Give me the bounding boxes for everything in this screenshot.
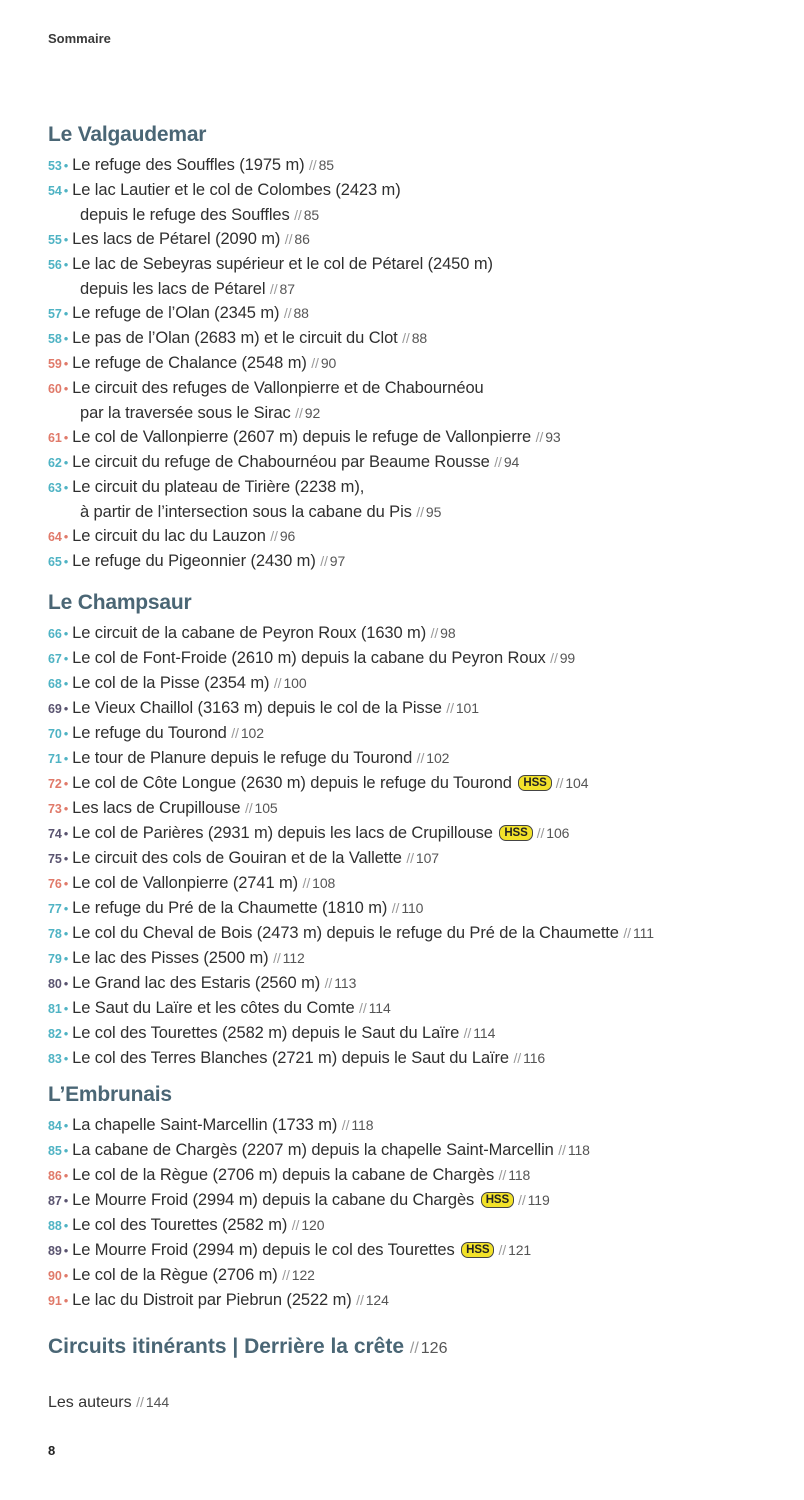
bullet-icon: •	[63, 381, 69, 396]
bullet-icon: •	[63, 257, 69, 272]
entry-number: 55	[48, 233, 62, 247]
entry-number: 75	[48, 852, 62, 866]
section-title: Le Champsaur	[48, 591, 192, 614]
entry-title: Le circuit de la cabane de Peyron Roux (1630 m)	[72, 624, 427, 642]
page-ref: // 122	[282, 1267, 315, 1283]
toc-entry[interactable]	[48, 301, 561, 326]
bullet-icon: •	[63, 430, 69, 445]
toc-entry[interactable]	[48, 621, 654, 646]
page-ref: // 88	[402, 330, 428, 346]
toc-entry[interactable]	[48, 227, 561, 252]
entry-number: 71	[48, 752, 62, 766]
entry-title: Le col de Vallonpierre (2741 m)	[72, 874, 299, 892]
entry-title: Le Mourre Froid (2994 m) depuis la cabane du Chargès	[72, 1191, 475, 1209]
page-ref: // 90	[311, 355, 337, 371]
toc-entry[interactable]	[48, 796, 654, 821]
page-ref: // 104	[555, 775, 589, 791]
toc-entry[interactable]	[48, 153, 561, 178]
entry-number: 83	[48, 1052, 62, 1066]
entry-title: Le circuit du refuge de Chabournéou par Beaume Rousse	[72, 453, 490, 471]
bullet-icon: •	[63, 232, 69, 247]
entry-title: Le col de Parières (2931 m) depuis les lacs de Crupillouse	[72, 824, 493, 842]
toc-entry[interactable]	[48, 1288, 590, 1313]
toc-entry[interactable]	[48, 425, 561, 450]
entry-title: Le Vieux Chaillol (3163 m) depuis le col de la Pisse	[72, 699, 442, 717]
toc-entry[interactable]	[48, 475, 561, 500]
entry-title: Le Grand lac des Estaris (2560 m)	[72, 974, 321, 992]
entry-title: Le col du Cheval de Bois (2473 m) depuis le refuge du Pré de la Chaumette	[72, 924, 619, 942]
toc-section	[48, 590, 654, 1071]
entry-number: 67	[48, 652, 62, 666]
bullet-icon: •	[63, 1143, 69, 1158]
page-ref: // 107	[406, 850, 439, 866]
bullet-icon: •	[63, 676, 69, 691]
entry-number: 88	[48, 1219, 62, 1233]
final-section-title[interactable]	[48, 1335, 447, 1359]
entry-number: 62	[48, 456, 62, 470]
entry-title: Le refuge des Souffles (1975 m)	[72, 156, 305, 174]
toc-entry[interactable]	[48, 921, 654, 946]
toc-entry[interactable]	[48, 771, 654, 796]
page-header-title: Sommaire	[48, 31, 111, 46]
entry-number: 56	[48, 258, 62, 272]
toc-entry[interactable]	[48, 1188, 590, 1213]
entry-title: Le refuge du Pré de la Chaumette (1810 m)	[72, 899, 388, 917]
bullet-icon: •	[63, 554, 69, 569]
entry-number: 69	[48, 702, 62, 716]
bullet-icon: •	[63, 926, 69, 941]
bullet-icon: •	[63, 826, 69, 841]
bullet-icon: •	[63, 1168, 69, 1183]
toc-entry-continuation[interactable]	[48, 277, 561, 301]
toc-entry[interactable]	[48, 1138, 590, 1163]
entry-title: Le refuge de Chalance (2548 m)	[72, 354, 307, 372]
entry-number: 70	[48, 727, 62, 741]
bullet-icon: •	[63, 626, 69, 641]
bullet-icon: •	[63, 701, 69, 716]
entry-number: 74	[48, 827, 62, 841]
page-ref: // 126	[409, 1340, 448, 1357]
bullet-icon: •	[63, 529, 69, 544]
bullet-icon: •	[63, 876, 69, 891]
toc-entry[interactable]	[48, 1046, 654, 1071]
toc-entry-continuation[interactable]	[48, 500, 561, 524]
entry-number: 65	[48, 555, 62, 569]
entry-title: Le col de Vallonpierre (2607 m) depuis le refuge de Vallonpierre	[72, 428, 532, 446]
entry-title: Le col des Tourettes (2582 m) depuis le Saut du Laïre	[72, 1024, 460, 1042]
page-ref: // 118	[498, 1167, 531, 1183]
page-ref: // 116	[513, 1050, 546, 1066]
bullet-icon: •	[63, 901, 69, 916]
toc-entry[interactable]	[48, 696, 654, 721]
hss-badge: HSS	[481, 1192, 514, 1208]
entry-number: 86	[48, 1169, 62, 1183]
page-ref: // 106	[536, 825, 570, 841]
page-ref: // 110	[391, 900, 424, 916]
entry-title: depuis le refuge des Souffles	[80, 206, 290, 224]
bullet-icon: •	[63, 331, 69, 346]
entry-number: 89	[48, 1244, 62, 1258]
toc-entry[interactable]	[48, 996, 654, 1021]
bullet-icon: •	[63, 356, 69, 371]
entry-title: Le circuit des refuges de Vallonpierre et de Chabournéou	[72, 379, 484, 397]
toc-entry[interactable]	[48, 671, 654, 696]
bullet-icon: •	[63, 851, 69, 866]
bullet-icon: •	[63, 776, 69, 791]
entry-title: Le lac Lautier et le col de Colombes (2423 m)	[72, 181, 401, 199]
toc-entry[interactable]	[48, 450, 561, 475]
bullet-icon: •	[63, 976, 69, 991]
entry-number: 66	[48, 627, 62, 641]
entry-title: Les lacs de Crupillouse	[72, 799, 241, 817]
page-ref: // 85	[308, 157, 334, 173]
entry-number: 84	[48, 1119, 62, 1133]
entry-title: Les lacs de Pétarel (2090 m)	[72, 230, 281, 248]
bullet-icon: •	[63, 951, 69, 966]
bullet-icon: •	[63, 158, 69, 173]
bullet-icon: •	[63, 801, 69, 816]
bullet-icon: •	[63, 1218, 69, 1233]
bullet-icon: •	[63, 726, 69, 741]
page-ref: // 114	[359, 1000, 391, 1016]
bullet-icon: •	[63, 455, 69, 470]
entry-number: 61	[48, 431, 62, 445]
bullet-icon: •	[63, 751, 69, 766]
entry-number: 60	[48, 382, 62, 396]
toc-entry[interactable]	[48, 846, 654, 871]
toc-entry[interactable]	[48, 896, 654, 921]
toc-entry[interactable]	[48, 1213, 590, 1238]
toc-entry[interactable]	[48, 1238, 590, 1263]
bullet-icon: •	[63, 183, 69, 198]
entry-number: 54	[48, 184, 62, 198]
toc-entry[interactable]	[48, 252, 561, 277]
toc-section	[48, 1082, 590, 1313]
entry-title: Le col de Font-Froide (2610 m) depuis la cabane du Peyron Roux	[72, 649, 546, 667]
page-ref: // 95	[416, 504, 442, 520]
toc-entry[interactable]	[48, 971, 654, 996]
page-ref: // 120	[291, 1217, 325, 1233]
bullet-icon: •	[63, 480, 69, 495]
page-ref: // 111	[623, 925, 654, 941]
page-ref: // 87	[269, 281, 295, 297]
toc-entry-continuation[interactable]	[48, 401, 561, 425]
toc-entry[interactable]	[48, 524, 561, 549]
page-ref: // 105	[244, 800, 278, 816]
page-ref: // 97	[320, 553, 346, 569]
page-ref: // 102	[231, 725, 264, 741]
entry-number: 81	[48, 1002, 62, 1016]
page-ref: // 101	[446, 700, 479, 716]
page-number: 8	[48, 1443, 56, 1458]
section-title: Le Valgaudemar	[48, 123, 207, 146]
entry-number: 82	[48, 1027, 62, 1041]
bullet-icon: •	[63, 1193, 69, 1208]
entry-number: 64	[48, 530, 62, 544]
entry-title: Le col de Côte Longue (2630 m) depuis le refuge du Tourond	[72, 774, 512, 792]
toc-entry[interactable]	[48, 178, 561, 203]
bullet-icon: •	[63, 651, 69, 666]
toc-entry[interactable]	[48, 351, 561, 376]
page-ref: // 94	[494, 454, 520, 470]
entry-title: Le col des Terres Blanches (2721 m) depuis le Saut du Laïre	[72, 1049, 509, 1067]
toc-entry[interactable]	[48, 746, 654, 771]
entry-title: Le refuge du Tourond	[72, 724, 227, 742]
toc-entry[interactable]	[48, 326, 561, 351]
final-section-label: Circuits itinérants | Derrière la crête	[48, 1335, 405, 1358]
entry-title: Le Mourre Froid (2994 m) depuis le col des Tourettes	[72, 1241, 455, 1259]
page-ref: // 124	[356, 1292, 389, 1308]
toc-entry[interactable]	[48, 1263, 590, 1288]
section-title: L’Embrunais	[48, 1083, 172, 1106]
bullet-icon: •	[63, 1026, 69, 1041]
entry-title: Le Saut du Laïre et les côtes du Comte	[72, 999, 355, 1017]
entry-title: par la traversée sous le Sirac	[80, 404, 291, 422]
entry-title: La chapelle Saint-Marcellin (1733 m)	[72, 1116, 338, 1134]
entry-title: Le pas de l’Olan (2683 m) et le circuit du Clot	[72, 329, 398, 347]
entry-number: 63	[48, 481, 62, 495]
entry-title: Le circuit des cols de Gouiran et de la Vallette	[72, 849, 402, 867]
page-ref: // 102	[416, 750, 450, 766]
page-ref: // 96	[270, 528, 296, 544]
page-ref: // 144	[136, 1394, 170, 1410]
entry-number: 91	[48, 1294, 62, 1308]
bullet-icon: •	[63, 1051, 69, 1066]
page-ref: // 100	[273, 675, 307, 691]
entry-number: 53	[48, 159, 62, 173]
page-ref: // 98	[430, 625, 456, 641]
entry-title: Le col de la Règue (2706 m) depuis la cabane de Chargès	[72, 1166, 495, 1184]
entry-title: depuis les lacs de Pétarel	[80, 280, 266, 298]
toc-entry[interactable]	[48, 721, 654, 746]
entry-number: 90	[48, 1269, 62, 1283]
hss-badge: HSS	[461, 1242, 494, 1258]
entry-number: 77	[48, 902, 62, 916]
bullet-icon: •	[63, 1268, 69, 1283]
entry-number: 68	[48, 677, 62, 691]
entry-title: Le refuge du Pigeonnier (2430 m)	[72, 552, 316, 570]
page-ref: // 118	[558, 1142, 590, 1158]
entry-title: Le refuge de l’Olan (2345 m)	[72, 304, 280, 322]
toc-entry[interactable]	[48, 376, 561, 401]
page-ref: // 118	[341, 1117, 374, 1133]
entry-number: 80	[48, 977, 62, 991]
toc-entry[interactable]	[48, 646, 654, 671]
entry-number: 57	[48, 307, 62, 321]
page-ref: // 114	[463, 1025, 496, 1041]
entry-title: La cabane de Chargès (2207 m) depuis la chapelle Saint-Marcellin	[72, 1141, 554, 1159]
page-ref: // 92	[295, 405, 321, 421]
entry-title: Le lac de Sebeyras supérieur et le col de Pétarel (2450 m)	[72, 255, 493, 273]
authors-link[interactable]	[48, 1394, 169, 1412]
entry-number: 73	[48, 802, 62, 816]
entry-title: Le circuit du lac du Lauzon	[72, 527, 266, 545]
entry-number: 59	[48, 357, 62, 371]
entry-number: 78	[48, 927, 62, 941]
bullet-icon: •	[63, 306, 69, 321]
hss-badge: HSS	[518, 775, 551, 791]
entry-number: 72	[48, 777, 62, 791]
page-ref: // 119	[518, 1192, 550, 1208]
toc-entry[interactable]	[48, 1113, 590, 1138]
toc-entry-continuation[interactable]	[48, 203, 561, 227]
toc-entry[interactable]	[48, 1021, 654, 1046]
entry-title: Le col de la Règue (2706 m)	[72, 1266, 278, 1284]
entry-number: 76	[48, 877, 62, 891]
page-ref: // 113	[324, 975, 357, 991]
toc-entry[interactable]	[48, 1163, 590, 1188]
entry-title: Le col des Tourettes (2582 m)	[72, 1216, 288, 1234]
entry-title: Le lac du Distroit par Piebrun (2522 m)	[72, 1291, 352, 1309]
bullet-icon: •	[63, 1293, 69, 1308]
bullet-icon: •	[63, 1001, 69, 1016]
entry-title: Le col de la Pisse (2354 m)	[72, 674, 270, 692]
toc-section	[48, 122, 561, 574]
page-ref: // 121	[498, 1242, 532, 1258]
entry-title: Le tour de Planure depuis le refuge du Tourond	[72, 749, 413, 767]
page-ref: // 88	[283, 305, 309, 321]
bullet-icon: •	[63, 1243, 69, 1258]
page-ref: // 85	[294, 207, 320, 223]
toc-entry[interactable]	[48, 549, 561, 574]
page-ref: // 93	[535, 429, 561, 445]
entry-title: Le circuit du plateau de Tirière (2238 m),	[72, 478, 365, 496]
bullet-icon: •	[63, 1118, 69, 1133]
toc-entry[interactable]	[48, 871, 654, 896]
page-ref: // 108	[302, 875, 336, 891]
entry-number: 85	[48, 1144, 62, 1158]
page-ref: // 112	[273, 950, 305, 966]
authors-label: Les auteurs	[48, 1394, 132, 1411]
entry-number: 79	[48, 952, 62, 966]
page-ref: // 86	[284, 231, 310, 247]
toc-entry[interactable]	[48, 821, 654, 846]
toc-entry[interactable]	[48, 946, 654, 971]
page-ref: // 99	[550, 650, 576, 666]
hss-badge: HSS	[499, 825, 532, 841]
entry-title: Le lac des Pisses (2500 m)	[72, 949, 269, 967]
entry-title: à partir de l’intersection sous la cabane du Pis	[80, 503, 412, 521]
entry-number: 87	[48, 1194, 62, 1208]
entry-number: 58	[48, 332, 62, 346]
